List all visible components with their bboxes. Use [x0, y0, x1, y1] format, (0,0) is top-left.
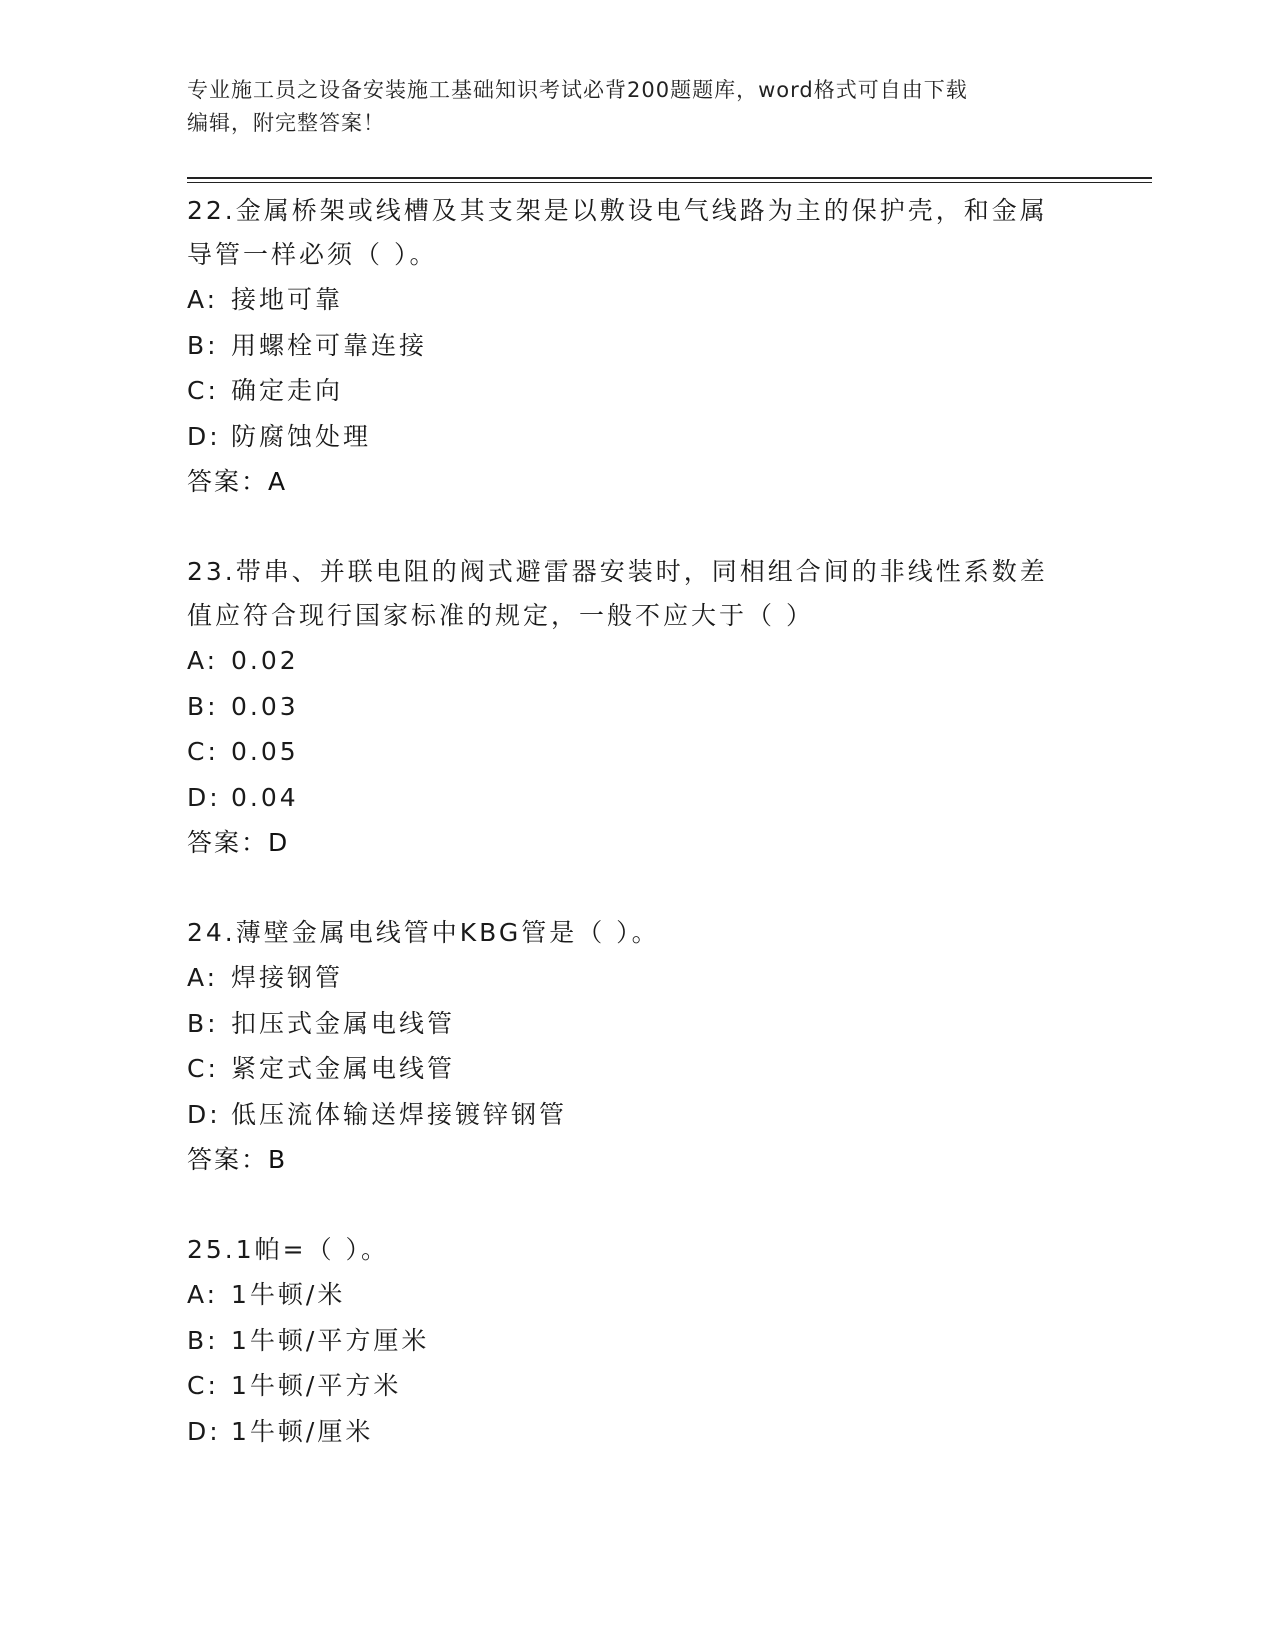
option-letter: D: — [187, 1099, 221, 1129]
option-c — [187, 1363, 1087, 1409]
option-d — [187, 775, 1087, 821]
option-c — [187, 368, 1087, 414]
option-text: 接地可靠 — [231, 285, 344, 314]
option-letter: C: — [187, 376, 219, 405]
header-divider-thick — [187, 177, 1152, 179]
option-text: 防腐蚀处理 — [231, 421, 372, 451]
option-letter: B: — [187, 691, 219, 721]
option-text: 0.04 — [231, 782, 299, 812]
question-text-line-1: 22.金属桥架或线槽及其支架是以敷设电气线路为主的保护壳，和金属 — [187, 196, 1048, 225]
question-text-line-1: 25.1帕=（ ）。 — [187, 1235, 390, 1264]
answer: 答案：B — [187, 1145, 288, 1174]
question-25 — [187, 1228, 1087, 1454]
option-c — [187, 729, 1087, 775]
option-letter: D: — [187, 1416, 221, 1446]
option-b — [187, 1318, 1087, 1364]
question-text — [187, 189, 1087, 277]
question-text-line-1: 24.薄壁金属电线管中KBG管是（ ）。 — [187, 918, 660, 947]
option-text: 1牛顿/厘米 — [231, 1416, 374, 1446]
question-22 — [187, 189, 1087, 505]
option-text: 焊接钢管 — [231, 963, 344, 992]
question-text — [187, 911, 1087, 955]
option-text: 扣压式金属电线管 — [231, 1008, 456, 1038]
option-letter: D: — [187, 421, 221, 451]
option-letter: A: — [187, 1280, 219, 1309]
option-letter: C: — [187, 1054, 219, 1083]
question-text-line-1: 23.带串、并联电阻的阀式避雷器安装时，同相组合间的非线性系数差 — [187, 557, 1048, 586]
option-letter: A: — [187, 646, 219, 675]
question-text — [187, 550, 1087, 638]
option-text: 1牛顿/平方厘米 — [231, 1325, 430, 1355]
header-line-2: 编辑，附完整答案！ — [187, 111, 385, 135]
answer: 答案：A — [187, 467, 288, 496]
option-a — [187, 1272, 1087, 1318]
question-text-line-2: 导管一样必须（ ）。 — [187, 240, 438, 269]
option-text: 1牛顿/平方米 — [231, 1371, 402, 1400]
option-b — [187, 684, 1087, 730]
option-letter: A: — [187, 963, 219, 992]
option-letter: A: — [187, 285, 219, 314]
option-b — [187, 1001, 1087, 1047]
option-a — [187, 638, 1087, 684]
option-text: 0.03 — [231, 691, 299, 721]
option-d — [187, 1092, 1087, 1138]
question-24 — [187, 911, 1087, 1183]
option-text: 0.05 — [231, 737, 299, 766]
question-list — [187, 189, 1087, 1499]
option-c — [187, 1046, 1087, 1092]
option-d — [187, 414, 1087, 460]
option-letter: B: — [187, 1325, 219, 1355]
option-text: 确定走向 — [231, 376, 344, 405]
header-line-1: 专业施工员之设备安装施工基础知识考试必背200题题库，word格式可自由下载 — [187, 78, 968, 102]
option-text: 低压流体输送焊接镀锌钢管 — [231, 1099, 568, 1129]
option-letter: C: — [187, 1371, 219, 1400]
option-d — [187, 1409, 1087, 1455]
header-divider-thin — [187, 182, 1152, 183]
option-text: 1牛顿/米 — [231, 1280, 346, 1309]
option-text: 紧定式金属电线管 — [231, 1054, 456, 1083]
option-a — [187, 955, 1087, 1001]
option-b — [187, 323, 1087, 369]
option-letter: B: — [187, 1008, 219, 1038]
question-text-line-2: 值应符合现行国家标准的规定，一般不应大于（ ） — [187, 601, 814, 630]
question-text — [187, 1228, 1087, 1272]
option-text: 用螺栓可靠连接 — [231, 330, 428, 360]
option-a — [187, 277, 1087, 323]
question-23 — [187, 550, 1087, 866]
option-letter: D: — [187, 782, 221, 812]
option-letter: C: — [187, 737, 219, 766]
option-letter: B: — [187, 330, 219, 360]
document-header — [187, 74, 1077, 140]
answer: 答案：D — [187, 828, 290, 857]
option-text: 0.02 — [231, 646, 299, 675]
